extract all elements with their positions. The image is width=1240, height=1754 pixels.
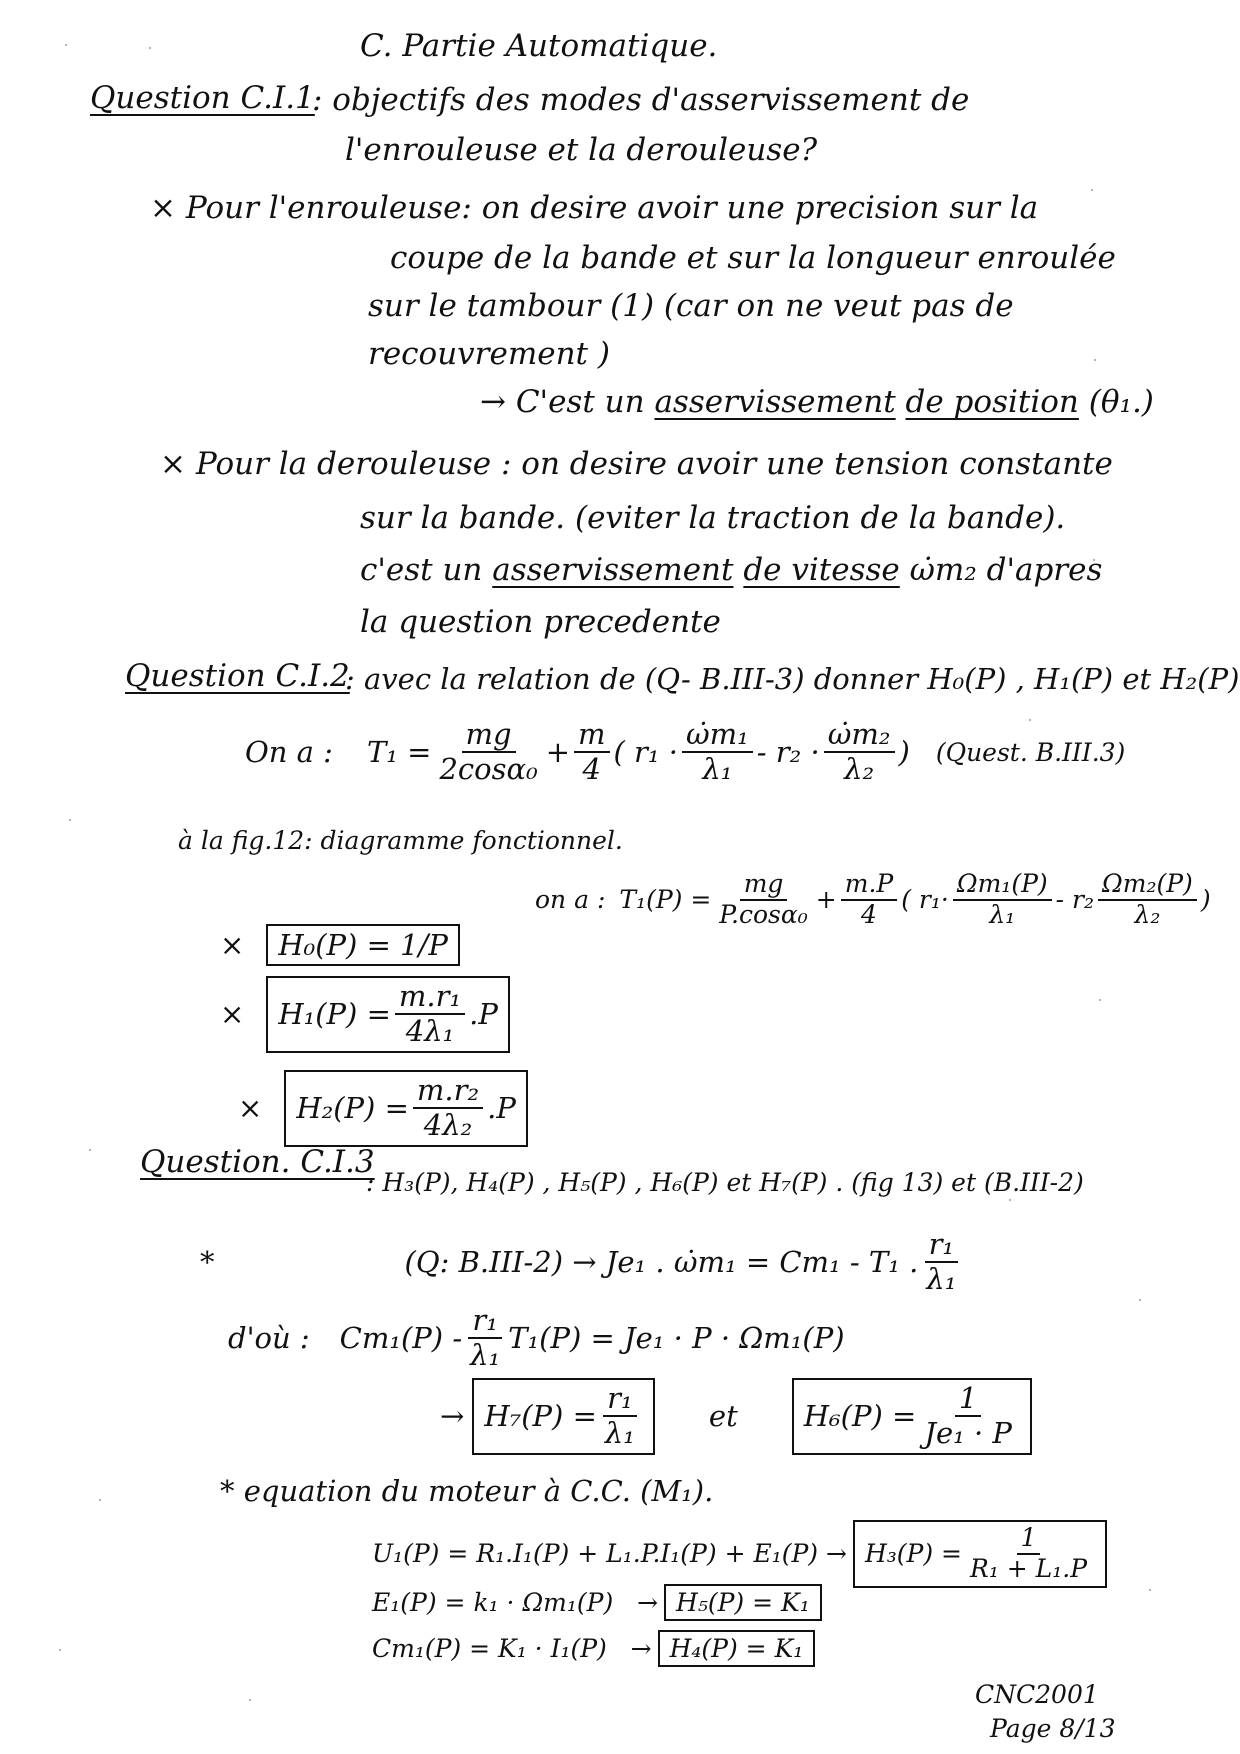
eq2-fraction-4: $\frac{\text{Ωm₂(P)}}{\text{λ₂}}$ xyxy=(1098,870,1197,930)
derouleuse-block xyxy=(160,446,1113,482)
derouleuse-line-3 xyxy=(360,552,1102,588)
question-c-i-1-label: Question C.I.1 xyxy=(90,80,315,116)
h6-boxed: H₆(P) = $\frac{1}{\text{Je₁ · P}}$ xyxy=(792,1378,1032,1455)
eq1-fraction-1: $\frac{mg}{\text{2cosα₀}}$ xyxy=(439,717,538,787)
eq2-minus: - r₂ xyxy=(1055,885,1095,915)
eq1-minus: - r₂ · xyxy=(756,735,820,770)
conclusion-prefix: → C'est un xyxy=(480,384,645,420)
question-c-i-2-text: : avec la relation de (Q- B.III-3) donner H₀(P) , H₁(P) et H₂(P) xyxy=(345,662,1240,696)
footer-exam: CNC2001 xyxy=(975,1680,1099,1709)
enrouleuse-line-4: recouvrement ) xyxy=(368,336,610,372)
eq1-fraction-2: $\frac{m}{4}$ xyxy=(574,718,610,787)
eq1-fraction-3: $\frac{\text{ω̇m₁}}{\text{λ₁}}$ xyxy=(682,718,753,787)
eq2-paren-close: ) xyxy=(1200,885,1211,915)
bullet-icon: * xyxy=(220,1474,244,1508)
bullet-icon: × xyxy=(160,446,196,482)
eq2-fraction-1: $\frac{mg}{\text{P.cosα₀}}$ xyxy=(719,869,808,929)
line3-keyword-1: asservissement xyxy=(492,552,734,588)
h0-boxed: H₀(P) = 1/P xyxy=(266,924,460,966)
conclusion-suffix: (θ₁.) xyxy=(1088,384,1154,420)
eq1-plus: + xyxy=(545,735,571,770)
dou-equation: d'où : Cm₁(P) - $\frac{\text{r₁}}{\text{λ₁}}$ T₁(P) = Je₁ · P · Ωm₁(P) xyxy=(228,1303,845,1373)
enrouleuse-line-3: sur le tambour (1) (car on ne veut pas de xyxy=(368,288,1014,324)
h7-h6-row xyxy=(440,1378,1032,1455)
eq2-fraction-3: $\frac{\text{Ωm₁(P)}}{\text{λ₁}}$ xyxy=(953,870,1052,930)
enrouleuse-conclusion xyxy=(480,384,1154,420)
conclusion-keyword-1: asservissement xyxy=(654,384,896,420)
motor-eq-2: E₁(P) = k₁ · Ωm₁(P) → H₅(P) = K₁ xyxy=(372,1584,822,1621)
h2-row xyxy=(238,1070,528,1147)
motor-eq-3: Cm₁(P) = K₁ · I₁(P) → H₄(P) = K₁ xyxy=(372,1630,815,1667)
line3-suffix: ω̇m₂ d'apres xyxy=(909,552,1103,588)
h1-boxed: H₁(P) = $\frac{\text{m.r₁}}{\text{4λ₁}}$ .P xyxy=(266,976,510,1053)
motor-title-row xyxy=(220,1474,713,1508)
h2-boxed: H₂(P) = $\frac{\text{m.r₂}}{\text{4λ₂}}$ .P xyxy=(284,1070,528,1147)
bullet-icon: × xyxy=(238,1091,263,1126)
bullet-icon: × xyxy=(220,997,245,1032)
motor-title: equation du moteur à C.C. (M₁). xyxy=(243,1474,714,1508)
h1-row xyxy=(220,976,510,1053)
eq2-plus: + xyxy=(815,885,837,915)
h0-row xyxy=(220,924,460,966)
eq1-reference: (Quest. B.III.3) xyxy=(935,737,1126,767)
arrow-icon: → xyxy=(440,1399,465,1434)
bullet-icon: × xyxy=(150,190,186,226)
line3-keyword-2: de vitesse xyxy=(743,552,900,588)
eq2-lhs: T₁(P) = xyxy=(619,885,712,915)
question-c-i-1-text: : objectifs des modes d'asservissement de xyxy=(312,82,970,118)
h7-boxed: H₇(P) = $\frac{\text{r₁}}{\text{λ₁}}$ xyxy=(472,1378,655,1455)
on-a-label-2: on a : xyxy=(535,885,606,915)
eq1-paren-close: ) xyxy=(898,735,910,770)
motor-eq-1: U₁(P) = R₁.I₁(P) + L₁.P.I₁(P) + E₁(P) → H₃(P) = $\frac{1}{\text{R₁ + L₁.P}}$ xyxy=(372,1520,1107,1588)
question-c-i-1-text-2: l'enrouleuse et la derouleuse? xyxy=(345,132,818,168)
question-c-i-3-label: Question. C.I.3 xyxy=(140,1144,375,1180)
eq1-paren-open: ( r₁ · xyxy=(613,735,678,770)
h3-boxed: H₃(P) = $\frac{1}{\text{R₁ + L₁.P}}$ xyxy=(853,1520,1107,1588)
derouleuse-line-1: on desire avoir une tension constante xyxy=(521,446,1113,482)
et-label: et xyxy=(708,1399,738,1434)
h5-boxed: H₅(P) = K₁ xyxy=(664,1584,822,1621)
derouleuse-line-4: la question precedente xyxy=(360,604,721,640)
dou-label: d'où : xyxy=(228,1321,310,1356)
bullet-icon: × xyxy=(220,928,245,962)
enrouleuse-block xyxy=(150,190,1038,226)
derouleuse-lead: Pour la derouleuse : xyxy=(195,446,512,482)
conclusion-keyword-2: de position xyxy=(905,384,1079,420)
eq2-paren-open: ( r₁· xyxy=(901,885,949,915)
question-c-i-2-label: Question C.I.2 xyxy=(125,658,350,694)
equation-t1-laplace xyxy=(535,870,1211,930)
enrouleuse-line-1: on desire avoir une precision sur la xyxy=(481,190,1039,226)
eq2-fraction-2: $\frac{m.P}{4}$ xyxy=(841,870,897,930)
fig12-caption: à la fig.12: diagramme fonctionnel. xyxy=(178,826,623,855)
on-a-label: On a : xyxy=(245,735,333,770)
relation-b-iii-2-text: (Q: B.III-2) → Je₁ . ω̇m₁ = Cm₁ - T₁ . xyxy=(404,1245,919,1280)
line3-prefix: c'est un xyxy=(360,552,483,588)
eq1-fraction-4: $\frac{\text{ω̇m₂}}{\text{λ₂}}$ xyxy=(824,718,895,787)
equation-t1 xyxy=(245,718,1125,787)
derouleuse-line-2: sur la bande. (eviter la traction de la bande). xyxy=(360,500,1066,536)
enrouleuse-lead: Pour l'enrouleuse: xyxy=(185,190,472,226)
enrouleuse-line-2: coupe de la bande et sur la longueur enroulée xyxy=(390,240,1116,276)
page-title: C. Partie Automatique. xyxy=(360,28,718,64)
question-c-i-3-text: : H₃(P), H₄(P) , H₅(P) , H₆(P) et H₇(P) . (fig 13) et (B.III-2) xyxy=(366,1168,1084,1197)
bullet-icon: * xyxy=(200,1245,215,1280)
h4-boxed: H₄(P) = K₁ xyxy=(658,1630,816,1667)
eq1-lhs: T₁ = xyxy=(366,735,432,770)
relation-b-iii-2: * (Q: B.III-2) → Je₁ . ω̇m₁ = Cm₁ - T₁ . $\frac{\text{r₁}}{\text{λ₁}}$ xyxy=(200,1227,957,1297)
footer-page-number: Page 8/13 xyxy=(990,1714,1116,1743)
